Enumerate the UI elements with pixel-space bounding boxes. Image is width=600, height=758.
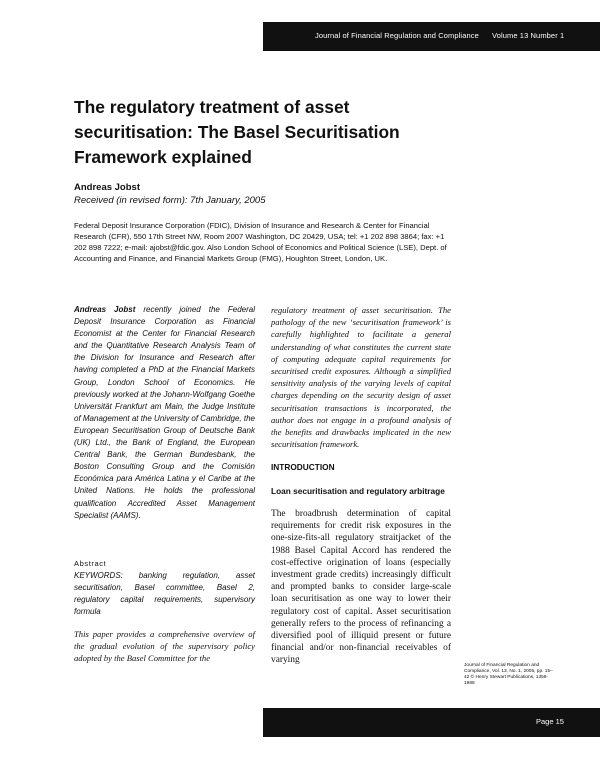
- article-title: The regulatory treatment of asset securitisation: The Basel Securitisation Framework explained: [74, 97, 400, 167]
- journal-header-bar: [263, 22, 600, 51]
- introduction-heading: INTRODUCTION: [271, 462, 335, 472]
- citation-sidenote: Journal of Financial Regulation and Compliance, Vol. 13, No. 1, 2005, pp. 15–42 © Henry Stewart Publications, 1358-1988: [464, 663, 553, 686]
- introduction-body: The broadbrush determination of capital requirements for credit risk exposures in the one-size-fits-all regulatory straitjacket of the 1988 Basel Capital Accord has rendered the cost-effective origination of loans (especially investment grade credits) increasingly difficult and prompted banks to consider large-scale loan securitisation as one way to lower their regulatory cost of capital. Asset securitisation generally refers to the process of refinancing a diversified pool of illiquid present or future financial and/or non-financial receivables of varying: [271, 509, 451, 666]
- subsection-heading: Loan securitisation and regulatory arbitrage: [271, 486, 445, 496]
- page-footer-bar: [263, 708, 600, 737]
- abstract-label: Abstract: [74, 559, 107, 568]
- author-affiliation: Federal Deposit Insurance Corporation (FDIC), Division of Insurance and Research & Center for Financial Research (CFR), 550 17th Street NW, Room 2007 Washington, DC 20429, USA; tel: +1 202 898 3864; fax: +1 202 898 7222; e-mail: ajobst@fdic.gov. Also London School of Economics and Political Science (LSE), Dept. of Accounting and Finance, and Financial Markets Group (FMG), Houghton Street, London, UK.: [74, 221, 447, 263]
- bio-author-name: Andreas Jobst: [74, 305, 136, 314]
- received-date: Received (in revised form): 7th January, 2005: [74, 195, 266, 206]
- abstract-text-start: This paper provides a comprehensive overview of the gradual evolution of the supervisory policy adopted by the Basel Committee for the: [74, 629, 255, 663]
- bio-text: recently joined the Federal Deposit Insurance Corporation as Financial Economist at the Center for Financial Research and the Quantitative Research Analysis Team of the Division for Insurance and Research after having completed a PhD at the Financial Markets Group, London School of Economics. He previously worked at the Johann-Wolfgang Goethe Universität Frankfurt am Main, the Judge Institute of Management at the University of Cambridge, the European Securitisation Group of Deutsche Bank (UK) Ltd., the Bank of England, the European Central Bank, the German Bundesbank, the Boston Consulting Group and the Comisión Económica para América Latina y el Caribe at the United Nations. He holds the professional qualification Accredited Asset Management Specialist (AAMS).: [74, 305, 255, 520]
- volume-number: Volume 13 Number 1: [492, 31, 565, 40]
- abstract-text-continued: regulatory treatment of asset securitisation. The pathology of the new ‘securitisation framework’ is carefully highlighted to facilitate a general understanding of what constitutes the current state of computing adequate capital requirements for securitised credit exposures. Although a simplified sensitivity analysis of the varying levels of capital charges depending on the security design of asset securitisation transactions is incorporated, the author does not engage in a profound analysis of the benefits and drawbacks implicated in the new securitisation framework.: [271, 305, 451, 450]
- page-number: Page 15: [536, 717, 564, 726]
- author-bio: [74, 304, 255, 522]
- author-name: Andreas Jobst: [74, 182, 140, 193]
- keywords: KEYWORDS: banking regulation, asset securitisation, Basel committee, Basel 2, regulatory capital requirements, supervisory formula: [74, 571, 255, 616]
- journal-name: Journal of Financial Regulation and Compliance: [315, 31, 479, 40]
